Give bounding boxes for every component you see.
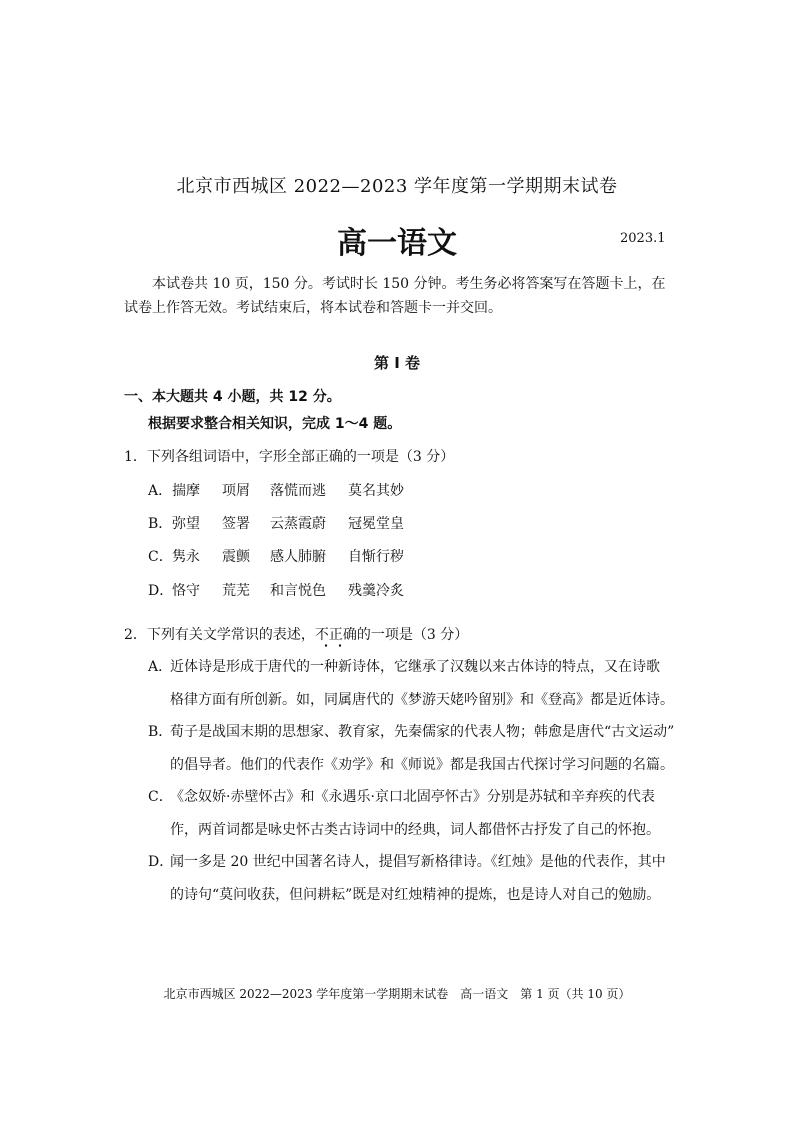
option-word: 云蒸霞蔚 bbox=[270, 516, 326, 532]
option-label: B． bbox=[148, 724, 173, 740]
option-label: A． bbox=[148, 659, 173, 675]
option-word: 落慌而逃 bbox=[270, 483, 326, 499]
option-word: 震颤 bbox=[222, 549, 250, 565]
question-2-stem-text: 2．下列有关文学常识的表述， bbox=[124, 627, 315, 643]
option-word: 恪守 bbox=[172, 583, 200, 599]
question-2-option-a bbox=[148, 651, 678, 717]
part-title: 第 I 卷 bbox=[373, 354, 421, 372]
exam-title: 北京市西城区 2022—2023 学年度第一学期期末试卷 bbox=[176, 176, 618, 197]
option-word: 残羹冷炙 bbox=[348, 583, 404, 599]
question-2-stem-text: 的一项是（3 分） bbox=[356, 627, 469, 643]
option-label: D． bbox=[148, 583, 174, 599]
option-label: C． bbox=[148, 549, 173, 565]
page-footer: 北京市西城区 2022—2023 学年度第一学期期末试卷 高一语文 第 1 页（共 10 页） bbox=[163, 987, 631, 1001]
option-text: 《念奴娇·赤壁怀古》和《永遇乐·京口北固亭怀古》分别是苏轼和辛弃疾的代表 bbox=[170, 789, 655, 805]
exam-instructions: 本试卷共 10 页，150 分。考试时长 150 分钟。考生务必将答案写在答题卡上，在试卷上作答无效。考试结束后，将本试卷和答题卡一并交回。 bbox=[124, 276, 666, 316]
section-instruction: 根据要求整合相关知识，完成 1～4 题。 bbox=[148, 416, 402, 432]
question-2-emphasis: 不正确 bbox=[314, 627, 357, 643]
option-word: 冠冕堂皇 bbox=[348, 516, 404, 532]
option-word: 隽永 bbox=[172, 549, 200, 565]
option-label: C． bbox=[148, 789, 173, 805]
option-word: 自惭行秽 bbox=[348, 549, 404, 565]
option-word: 项屑 bbox=[222, 483, 250, 499]
option-text: 荀子是战国末期的思想家、教育家，先秦儒家的代表人物；韩愈是唐代“古文运动” bbox=[170, 724, 675, 740]
question-2-option-d bbox=[148, 846, 678, 912]
option-text-continued: 作，两首词都是咏史怀古类古诗词中的经典，词人都借怀古抒发了自己的怀抱。 bbox=[170, 822, 660, 838]
question-2-stem bbox=[124, 624, 468, 644]
option-word: 揣摩 bbox=[172, 483, 200, 499]
option-word: 莫名其妙 bbox=[348, 483, 404, 499]
question-2-option-c bbox=[148, 781, 678, 847]
option-label: D． bbox=[148, 854, 174, 870]
section-heading: 一、本大题共 4 小题，共 12 分。 bbox=[124, 389, 341, 405]
option-word: 荒芜 bbox=[222, 583, 250, 599]
option-label: A． bbox=[148, 483, 173, 499]
question-1-option-a bbox=[148, 480, 404, 500]
option-word: 和言悦色 bbox=[270, 583, 326, 599]
option-word: 弥望 bbox=[172, 516, 200, 532]
option-text-continued: 的倡导者。他们的代表作《劝学》和《师说》都是我国古代探讨学习问题的名篇。 bbox=[170, 757, 674, 773]
option-word: 签署 bbox=[222, 516, 250, 532]
question-1-option-c bbox=[148, 546, 404, 566]
question-1-option-d bbox=[148, 580, 404, 600]
question-1-stem: 1．下列各组词语中，字形全部正确的一项是（3 分） bbox=[124, 449, 455, 465]
option-label: B． bbox=[148, 516, 173, 532]
question-1-option-b bbox=[148, 513, 404, 533]
option-text-continued: 格律方面有所创新。如，同属唐代的《梦游天姥吟留别》和《登高》都是近体诗。 bbox=[170, 692, 674, 708]
exam-date: 2023.1 bbox=[620, 231, 666, 246]
option-word: 感人肺腑 bbox=[270, 549, 326, 565]
option-text-continued: 的诗句“莫问收获，但问耕耘”既是对红烛精神的提炼，也是诗人对自己的勉励。 bbox=[170, 887, 661, 903]
option-text: 闻一多是 20 世纪中国著名诗人，提倡写新格律诗。《红烛》是他的代表作，其中 bbox=[170, 854, 666, 870]
question-2-option-b bbox=[148, 716, 678, 782]
option-text: 近体诗是形成于唐代的一种新诗体，它继承了汉魏以来古体诗的特点，又在诗歌 bbox=[170, 659, 660, 675]
subject-title: 高一语文 bbox=[337, 226, 457, 261]
